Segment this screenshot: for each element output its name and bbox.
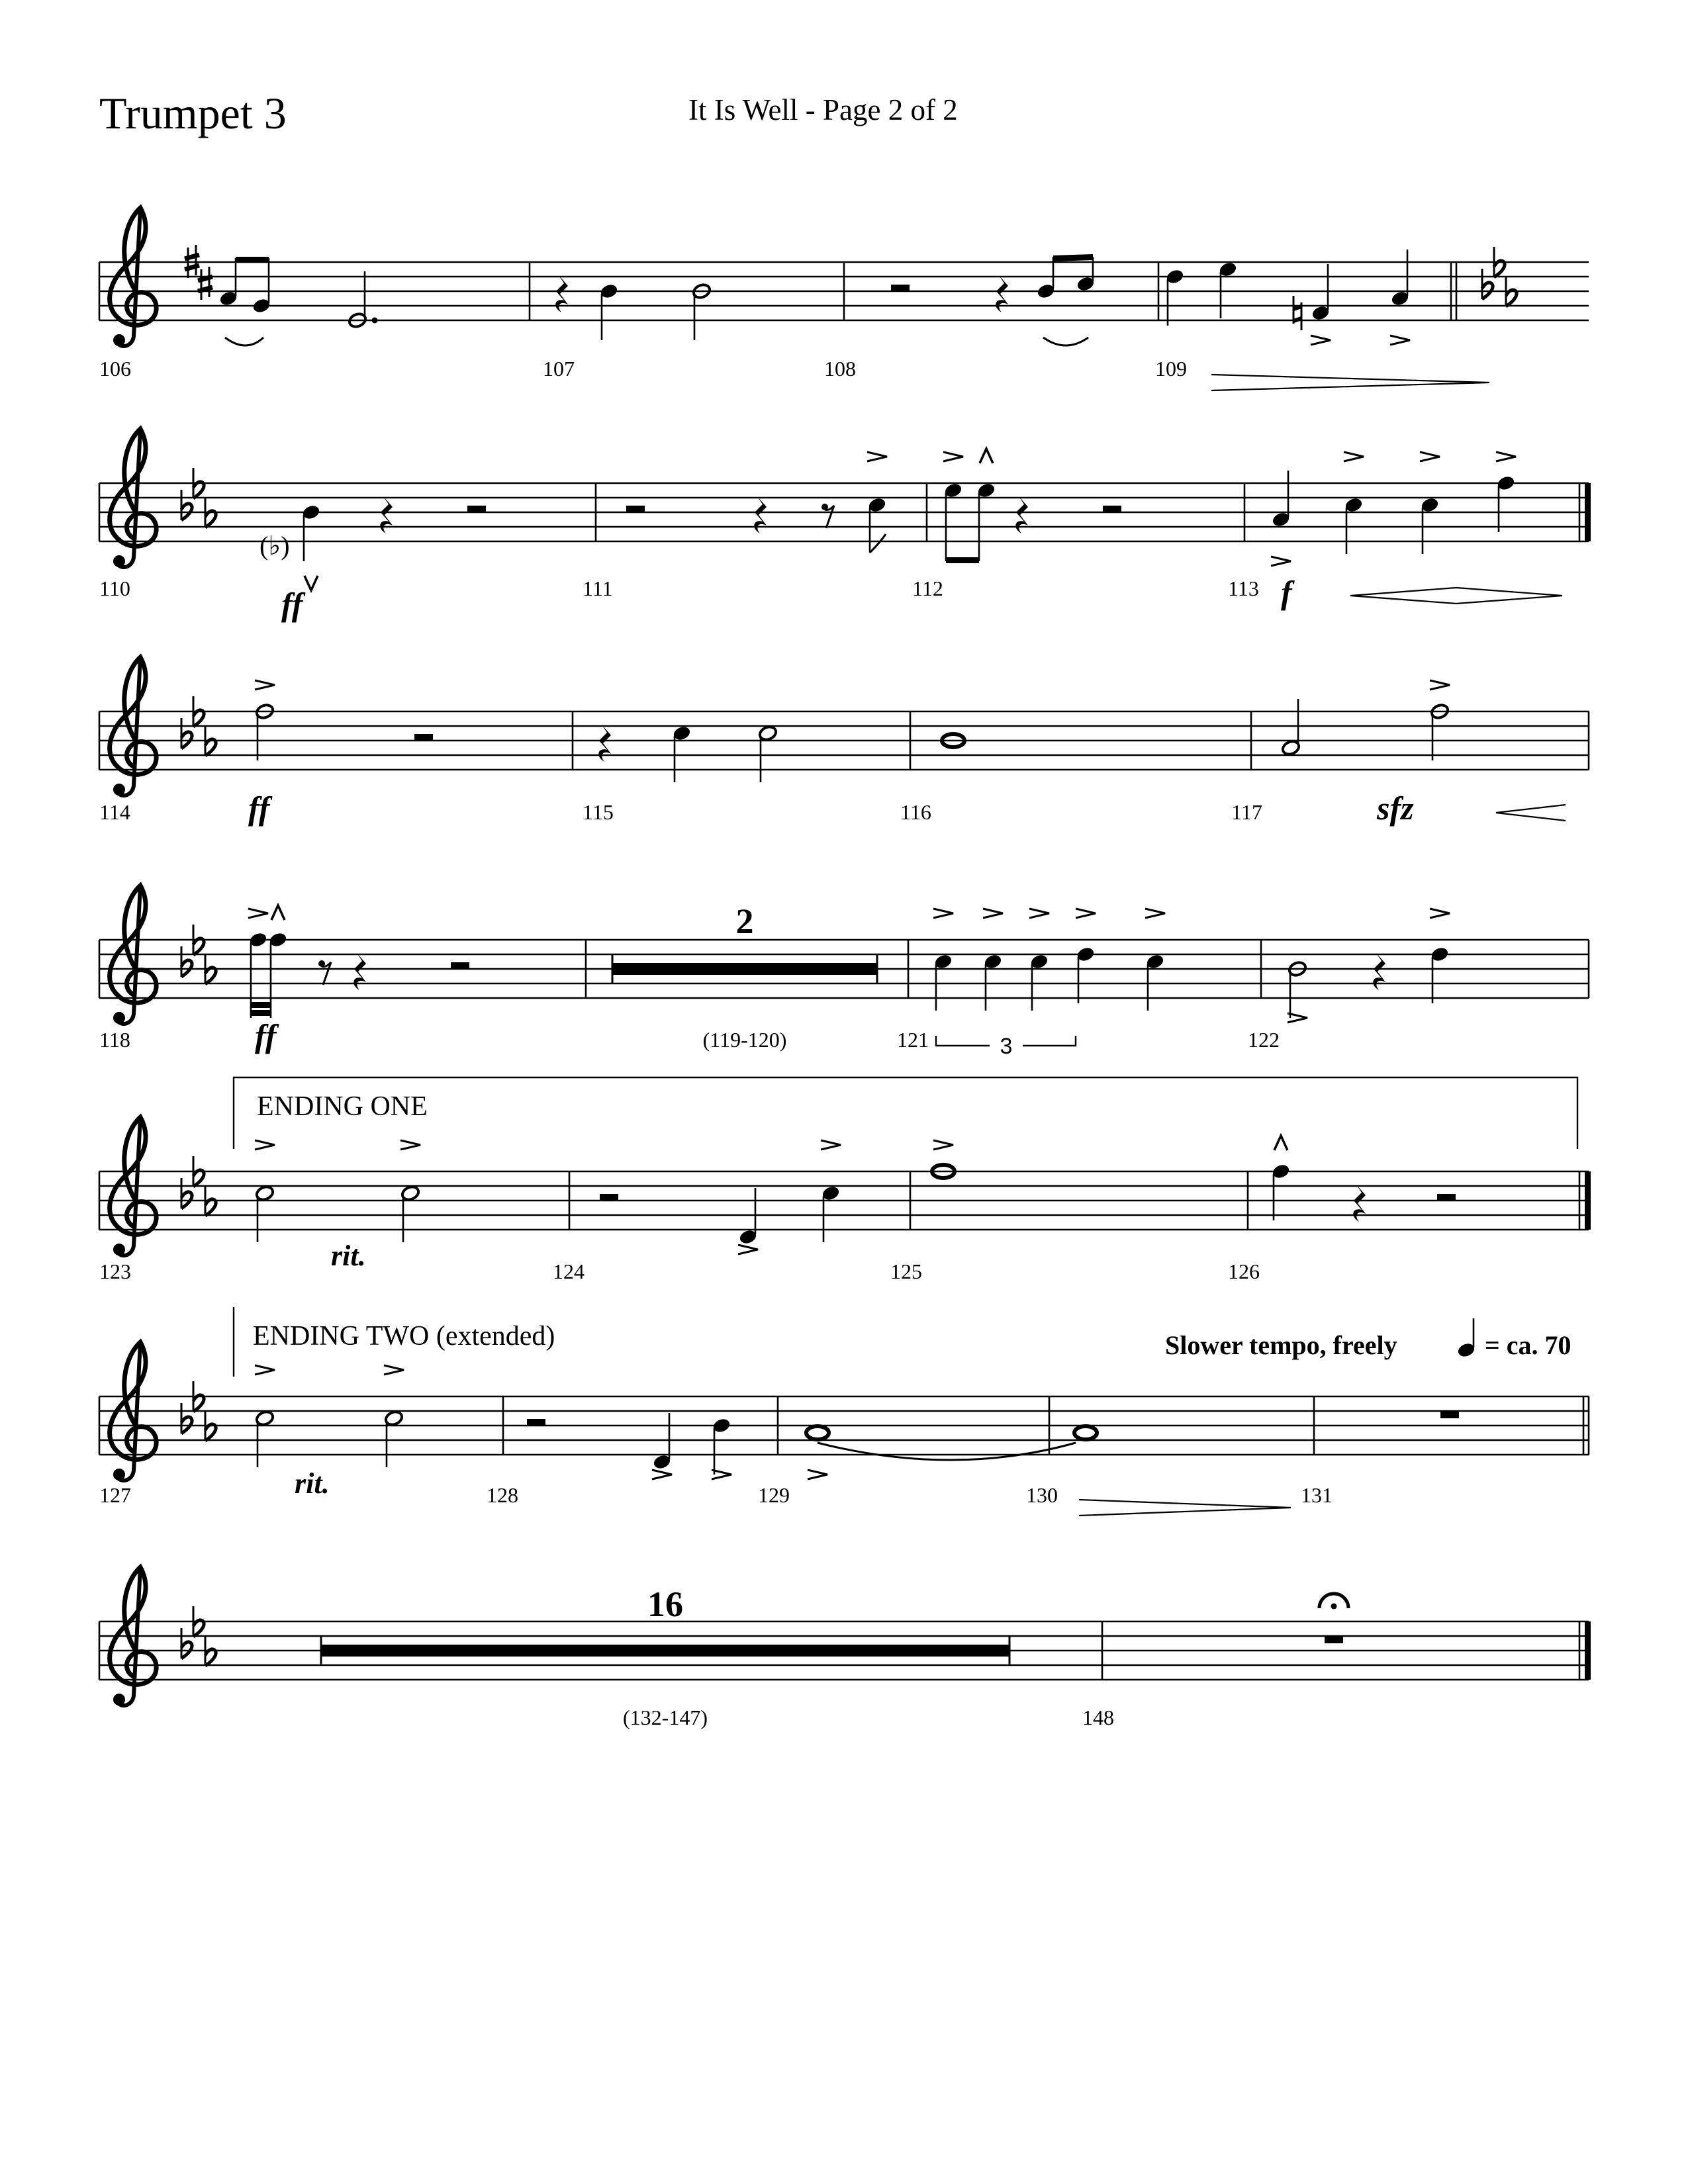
multirest-count: 16: [647, 1584, 683, 1624]
half-rest: [891, 285, 910, 292]
measure-number: 112: [912, 576, 943, 600]
multi-measure-rest: [321, 1645, 1009, 1657]
augmentation-dot: [372, 318, 378, 324]
flat-icon: [205, 1410, 216, 1441]
tempo-value: = ca. 70: [1485, 1330, 1571, 1360]
rit-marking: rit.: [295, 1467, 330, 1500]
whole-note: [806, 1426, 829, 1439]
dynamic-marking: ff: [281, 586, 303, 623]
measure-number: 114: [99, 800, 130, 824]
accent-mark: [400, 1140, 420, 1150]
measure-number: 124: [553, 1259, 585, 1283]
flat-icon: [193, 468, 204, 498]
accent-mark: [1420, 452, 1440, 461]
final-barline: [1585, 483, 1591, 541]
quarter-rest: [1353, 1185, 1366, 1222]
accent-mark: [867, 452, 887, 461]
accent-mark: [983, 909, 1003, 918]
half-rest: [600, 1194, 618, 1201]
multi-measure-rest: [612, 963, 877, 975]
tuplet-number: 3: [1000, 1034, 1013, 1059]
decrescendo-hairpin: [1079, 1500, 1291, 1516]
accent-mark: [821, 1140, 841, 1150]
note-beam: [251, 1010, 271, 1016]
accent-mark: [255, 1140, 275, 1150]
cautionary-accidental: (♭): [259, 531, 290, 561]
accent-mark: [255, 680, 275, 690]
flat-icon: [181, 1628, 192, 1659]
notation-layer: [99, 208, 1591, 1729]
quarter-rest: [555, 275, 568, 312]
measure-number: 121: [897, 1028, 929, 1052]
marcato-mark: [1274, 1136, 1288, 1150]
flat-icon: [1506, 276, 1517, 306]
measure-number: 125: [890, 1259, 922, 1283]
measure-number: 107: [543, 357, 575, 381]
note-beam: [251, 1002, 271, 1008]
sharp-icon: [198, 267, 212, 300]
flat-icon: [193, 1156, 204, 1187]
accent-mark: [652, 1470, 672, 1479]
final-barline: [1585, 1621, 1591, 1680]
rit-marking: rit.: [331, 1240, 366, 1272]
slur: [1043, 338, 1088, 345]
measure-number: 117: [1231, 800, 1262, 824]
accent-mark: [384, 1365, 404, 1375]
tempo-text: Slower tempo, freely: [1165, 1330, 1397, 1360]
quarter-rest: [598, 725, 611, 762]
measure-number: 129: [758, 1483, 790, 1507]
half-rest: [1103, 506, 1121, 513]
half-rest: [414, 734, 433, 741]
flat-icon: [193, 925, 204, 955]
measure-number: 113: [1228, 576, 1259, 600]
dynamic-marking: sfz: [1377, 790, 1414, 827]
quarter-rest: [754, 496, 767, 533]
flat-icon: [181, 1178, 192, 1208]
quarter-rest: [1015, 496, 1028, 533]
fermata-icon: [1319, 1594, 1348, 1610]
tuplet-bracket: [936, 1036, 990, 1046]
measure-number: 148: [1082, 1706, 1114, 1729]
whole-note: [1074, 1426, 1097, 1439]
ending-label: ENDING TWO (extended): [253, 1321, 555, 1351]
accent-mark: [1390, 336, 1410, 345]
measure-number: 130: [1026, 1483, 1058, 1507]
accent-mark: [1145, 909, 1165, 918]
accent-mark: [1430, 909, 1450, 918]
slur: [225, 338, 263, 345]
tuplet-bracket: [1023, 1036, 1076, 1046]
measure-number: 106: [99, 357, 131, 381]
measure-number: (119-120): [702, 1028, 787, 1052]
natural-icon: [1293, 296, 1301, 330]
accent-mark: [255, 1365, 275, 1375]
eighth-rest: [318, 960, 331, 985]
part-name: Trumpet 3: [99, 88, 287, 138]
accent-mark: [933, 1140, 953, 1150]
measure-number: 111: [583, 576, 613, 600]
half-rest: [467, 506, 486, 513]
half-rest: [451, 962, 469, 970]
accent-mark: [1430, 680, 1450, 690]
flat-icon: [1482, 269, 1493, 299]
note-flag: [870, 534, 886, 553]
measure-range: (132-147): [623, 1706, 708, 1729]
flat-icon: [205, 954, 216, 984]
decrescendo-hairpin: [1456, 588, 1562, 604]
flat-icon: [205, 1635, 216, 1666]
eighth-rest: [821, 504, 834, 528]
accent-mark: [933, 909, 953, 918]
quarter-rest: [996, 275, 1008, 312]
quarter-rest: [353, 953, 366, 990]
marcato-mark: [305, 576, 318, 590]
dynamic-marking: f: [1281, 574, 1292, 611]
measure-number: 128: [487, 1483, 518, 1507]
marcato-mark: [980, 449, 993, 463]
half-rest: [527, 1419, 545, 1426]
note-beam: [1053, 254, 1093, 261]
flat-icon: [193, 1606, 204, 1637]
quarter-rest: [1373, 953, 1385, 990]
measure-number: 109: [1155, 357, 1187, 381]
page-header: It Is Well - Page 2 of 2: [688, 93, 958, 126]
ending-label: ENDING ONE: [257, 1091, 428, 1122]
note-beam: [236, 257, 269, 263]
measure-number: 108: [824, 357, 856, 381]
whole-rest: [1325, 1636, 1343, 1643]
measure-number: 118: [99, 1028, 130, 1052]
whole-rest: [1440, 1411, 1459, 1418]
half-rest: [1437, 1194, 1456, 1201]
accent-mark: [1496, 452, 1516, 461]
accent-mark: [808, 1470, 827, 1479]
accent-mark: [1271, 557, 1291, 566]
accent-mark: [1076, 909, 1096, 918]
flat-icon: [193, 1381, 204, 1412]
marcato-mark: [271, 905, 285, 920]
measure-number: 122: [1248, 1028, 1280, 1052]
flat-icon: [205, 725, 216, 756]
accent-mark: [1344, 452, 1364, 461]
accent-mark: [943, 452, 963, 461]
decrescendo-hairpin: [1211, 375, 1489, 390]
flat-icon: [193, 696, 204, 727]
measure-number: 126: [1228, 1259, 1260, 1283]
flat-icon: [205, 497, 216, 527]
dynamic-marking: ff: [255, 1017, 277, 1054]
measure-number: 131: [1301, 1483, 1333, 1507]
measure-number: 110: [99, 576, 130, 600]
dynamic-marking: ff: [248, 790, 270, 827]
measure-number: 116: [900, 800, 931, 824]
measure-number: 115: [583, 800, 614, 824]
note-beam: [946, 557, 979, 563]
flat-icon: [181, 490, 192, 520]
accent-mark: [1029, 909, 1049, 918]
crescendo-hairpin: [1496, 805, 1566, 821]
flat-icon: [181, 1403, 192, 1433]
final-barline: [1585, 1171, 1591, 1230]
half-rest: [626, 506, 645, 513]
measure-number: 123: [99, 1259, 131, 1283]
tie: [818, 1443, 1076, 1460]
multirest-count: 2: [735, 901, 754, 941]
flat-icon: [181, 718, 192, 749]
crescendo-hairpin: [1350, 588, 1456, 604]
volta-bracket: [234, 1077, 1577, 1149]
quarter-rest: [380, 496, 393, 533]
accent-mark: [248, 909, 268, 918]
accent-mark: [738, 1245, 758, 1254]
flat-icon: [181, 946, 192, 977]
measure-number: 127: [99, 1483, 131, 1507]
flat-icon: [1494, 247, 1505, 277]
accent-mark: [1311, 336, 1331, 345]
flat-icon: [205, 1185, 216, 1216]
